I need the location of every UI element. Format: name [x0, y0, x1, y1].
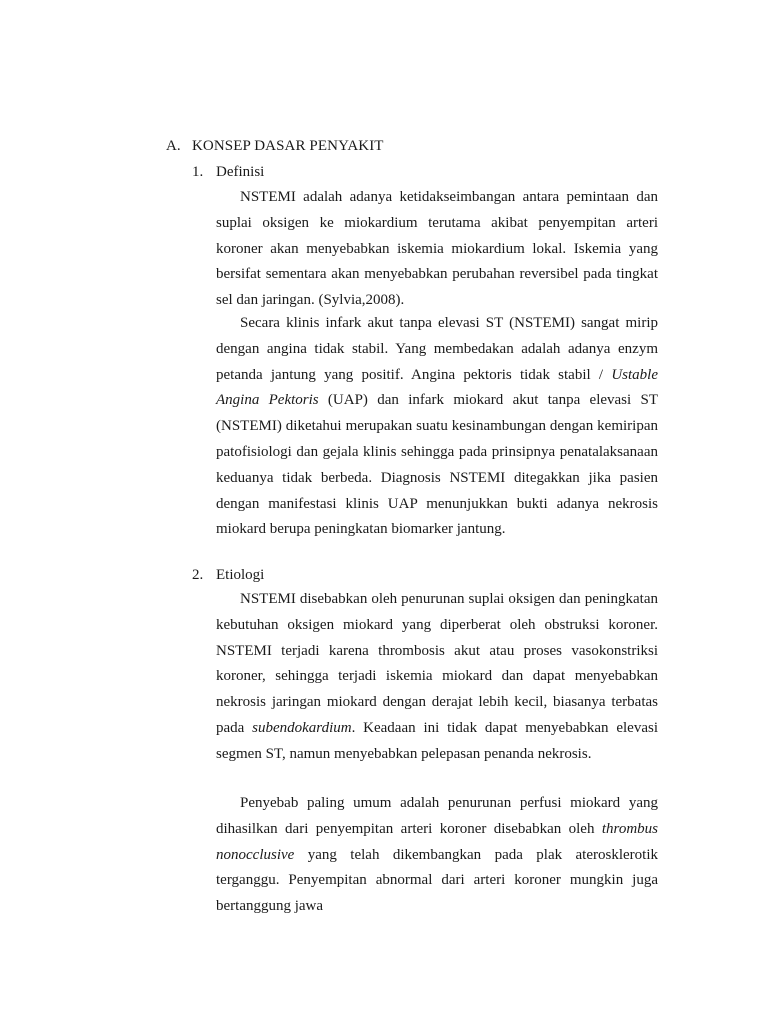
paragraph-definisi-2: [216, 311, 658, 543]
paragraph-text: yang telah dikembangkan pada plak aterosklerotik terganggu. Penyempitan abnormal dari arteri koroner mungkin juga bertanggung jawa: [216, 846, 658, 915]
paragraph-text: . Keadaan ini tidak dapat menyebabkan elevasi segmen ST, namun menyebabkan pelepasan penanda nekrosis.: [216, 719, 658, 762]
paragraph-text: NSTEMI adalah adanya ketidakseimbangan antara pemintaan dan suplai oksigen ke miokardium terutama akibat penyempitan arteri koroner akan menyebabkan iskemia miokardium lokal. Iskemia yang bersifat sementara akan menyebabkan perubahan reversibel pada tingkat sel dan jaringan. (Sylvia,2008).: [216, 189, 658, 309]
subsection-heading-definisi: [192, 162, 264, 182]
italic-term: subendokardium: [252, 719, 352, 736]
paragraph-text: (UAP) dan infark miokard akut tanpa elevasi ST (NSTEMI) diketahui merupakan suatu kesinambungan dengan kemiripan patofisiologi dan gejala klinis sehingga pada prinsipnya penatalaksanaan keduanya tidak berbeda. Diagnosis NSTEMI ditegakkan jika pasien dengan manifestasi klinis UAP menunjukkan bukti adanya nekrosis miokard berupa peningkatan biomarker jantung.: [216, 392, 658, 538]
section-title: KONSEP DASAR PENYAKIT: [192, 138, 384, 154]
paragraph-text: Penyebab paling umum adalah penurunan perfusi miokard yang dihasilkan dari penyempitan arteri koroner disebabkan oleh: [216, 795, 658, 837]
paragraph-definisi-1: [216, 185, 658, 314]
subsection-title: Etiologi: [216, 567, 265, 583]
subsection-number: 1.: [192, 164, 204, 180]
section-number: A.: [166, 138, 181, 154]
paragraph-etiologi-1: [216, 587, 658, 768]
subsection-number: 2.: [192, 567, 204, 583]
italic-term: thrombus nonocclusive: [216, 820, 658, 863]
paragraph-text: Secara klinis infark akut tanpa elevasi ST (NSTEMI) sangat mirip dengan angina tidak stabil. Yang membedakan adalah adanya enzym petanda jantung yang positif. Angina pektoris tidak stabil /: [216, 315, 658, 383]
section-heading: [166, 136, 384, 156]
italic-term: Ustable Angina Pektoris: [216, 366, 658, 409]
paragraph-text: NSTEMI disebabkan oleh penurunan suplai oksigen dan peningkatan kebutuhan oksigen miokard yang diperberat oleh obstruksi koroner. NSTEMI terjadi karena thrombosis akut atau proses vasokonstriksi koroner, sehingga terjadi iskemia miokard dan dapat menyebabkan nekrosis jaringan miokard dengan derajat lebih kecil, biasanya terbatas pada: [216, 591, 658, 736]
subsection-title: Definisi: [216, 164, 265, 180]
subsection-heading-etiologi: [192, 565, 264, 585]
paragraph-etiologi-2: [216, 791, 658, 920]
